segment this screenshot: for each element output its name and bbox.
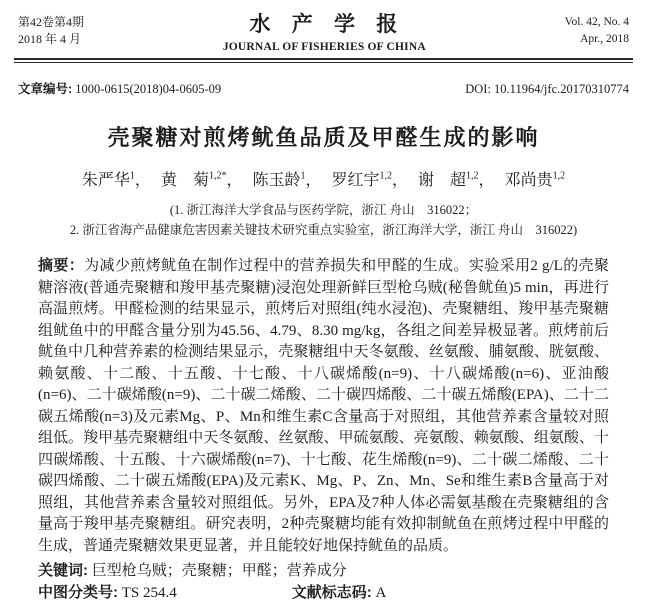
header-left-block: [18, 14, 84, 48]
journal-title-cn: 水 产 学 报: [249, 12, 400, 36]
keywords-row: [38, 560, 609, 582]
meta-row: [0, 79, 647, 97]
abstract-text: 为减少煎烤鱿鱼在制作过程中的营养损失和甲醛的生成。实验采用2 g/L的壳聚糖溶液(普通壳聚糖和羧甲基壳聚糖)浸泡处理新鲜巨型枪乌贼(秘鲁鱿鱼)5 min，再进行高温煎烤。甲醛检测的结果显示，煎烤后对照组(纯水浸泡)、壳聚糖组、羧甲基壳聚糖组鱿鱼中的甲醛含量分别为45.56、4.79、8.30 mg/kg，各组之间差异极显著。煎烤前后鱿鱼中几种营养素的检测结果显示，壳聚糖组中天冬氨酸、丝氨酸、脯氨酸、胱氨酸、赖氨酸、十二酸、十五酸、十七酸、十八碳烯酸(n=9)、十八碳烯酸(n=6)、亚油酸(n=6)、二十碳烯酸(n=9)、二十碳二烯酸、二十碳四烯酸、二十碳五烯酸(EPA)、二十二碳五烯酸(n=3)及元素Mg、P、Mn和维生素C含量高于对照组，其他营养素含量较对照组低。羧甲基壳聚糖组中天冬氨酸、丝氨酸、甲硫氨酸、亮氨酸、赖氨酸、组氨酸、十四碳烯酸、十五酸、十六碳烯酸(n=7)、十七酸、花生烯酸(n=9)、二十碳二烯酸、二十碳四烯酸、二十碳五烯酸(EPA)及元素K、Mg、P、Zn、Mn、Se和维生素B含量高于对照组，其他营养素含量较对照组低。另外，EPA及7种人体必需氨基酸在壳聚糖组的含量高于羧甲基壳聚糖组。研究表明，2种壳聚糖均能有效抑制鱿鱼在煎烤过程中甲醛的生成，普通壳聚糖效果更显著，并且能较好地保持鱿鱼的品质。: [38, 258, 609, 554]
author-separator: ，: [478, 172, 495, 189]
keywords-label: 关键词:: [38, 562, 88, 579]
article-number-value: 1000-0615(2018)04-0605-09: [75, 82, 222, 96]
clc-number: [38, 582, 177, 604]
article-title: 壳聚糖对煎烤鱿鱼品质及甲醛生成的影响: [107, 125, 540, 150]
volume-issue-en: Vol. 42, No. 4: [564, 15, 629, 28]
author-separator: ，: [392, 172, 409, 189]
affiliations: [0, 200, 647, 240]
doi: DOI: 10.11964/jfc.20170310774: [465, 82, 629, 96]
document-code-label: 文献标志码:: [291, 584, 372, 601]
header-center-block: [84, 8, 565, 53]
author-name: 陈玉龄$^1$: [252, 170, 306, 189]
volume-issue-cn: 第42卷第4期: [18, 14, 85, 29]
author-name: 谢 超$^{1,2}$: [418, 170, 479, 189]
author-name: 朱严华$^1$: [81, 170, 135, 189]
author-name: 罗红宇$^{1,2}$: [331, 170, 393, 189]
author-separator: ，: [305, 172, 322, 189]
classification-row: [38, 582, 609, 604]
affiliation-line-1: (1. 浙江海洋大学食品与医药学院，浙江 舟山 316022；: [169, 203, 478, 217]
author-name: 黄 菊$^{1,2*}$: [160, 170, 227, 189]
issue-date-en: Apr., 2018: [580, 32, 629, 45]
clc-value: TS 254.4: [121, 585, 177, 601]
keywords-text: 巨型枪乌贼；壳聚糖；甲醛；营养成分: [91, 563, 347, 579]
article-number: [18, 79, 221, 97]
abstract-label: 摘要：: [38, 257, 85, 274]
affiliation-line-2: 2. 浙江省海产品健康危害因素关键技术研究重点实验室，浙江海洋大学，浙江 舟山 316022): [69, 223, 578, 237]
issue-date-cn: 2018 年 4 月: [18, 31, 82, 46]
journal-header: [0, 8, 647, 53]
article-number-label: 文章编号:: [18, 82, 73, 96]
clc-label: 中图分类号:: [38, 584, 118, 601]
author-separator: ，: [226, 172, 243, 189]
header-divider: [14, 58, 633, 63]
document-code: [292, 582, 387, 604]
author-separator: ，: [134, 172, 151, 189]
author-name: 邓尚贵$^{1,2}$: [504, 170, 566, 189]
abstract: [38, 255, 609, 557]
header-right-block: [565, 14, 629, 48]
author-list: [0, 170, 647, 192]
document-code-value: A: [375, 585, 387, 601]
journal-title-en: JOURNAL OF FISHERIES OF CHINA: [222, 41, 426, 53]
